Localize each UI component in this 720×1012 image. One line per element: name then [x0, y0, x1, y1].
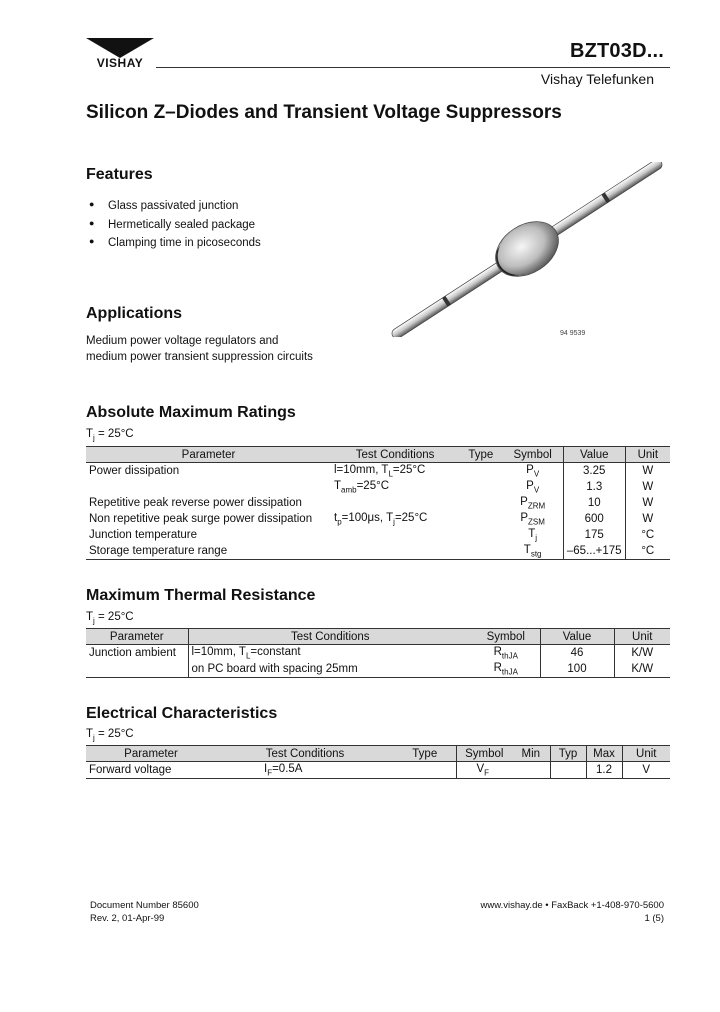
- revision: Rev. 2, 01-Apr-99: [90, 913, 165, 924]
- typ-cell: [550, 762, 586, 779]
- parameter-cell: Forward voltage: [86, 762, 216, 779]
- abs-max-heading: Absolute Maximum Ratings: [86, 404, 296, 421]
- type-cell: [459, 479, 502, 495]
- symbol-cell: $P_V$: [526, 463, 540, 479]
- table-row: [86, 543, 670, 560]
- column-header: Parameter: [86, 447, 331, 463]
- vishay-logo: [86, 38, 154, 72]
- unit-cell: W: [625, 511, 670, 527]
- value-cell: 3.25: [563, 463, 625, 480]
- column-header: Symbol: [472, 629, 540, 645]
- conditions-cell: $T_{amb}=25^\circ C$: [334, 479, 390, 495]
- conditions-cell: l=10mm, $T_L=constant$: [188, 645, 472, 662]
- page-number: 1 (5): [644, 913, 664, 924]
- conditions-cell: [331, 527, 459, 543]
- parameter-cell: Repetitive peak reverse power dissipation: [89, 497, 302, 509]
- unit-cell: °C: [625, 527, 670, 543]
- table-header-row: [86, 447, 670, 463]
- type-cell: [394, 762, 456, 779]
- unit-cell: W: [625, 495, 670, 511]
- electrical-condition: $T_j = 25^\circ C$: [86, 728, 134, 743]
- footer-right: [481, 899, 664, 925]
- page-title: Silicon Z–Diodes and Transient Voltage Suppressors: [86, 102, 562, 123]
- max-cell: 1.2: [586, 762, 622, 779]
- parameter-cell: [86, 661, 188, 678]
- footer-web: www.vishay.de • FaxBack +1-408-970-5600: [480, 900, 664, 911]
- symbol-cell: $R_{thJA}$: [472, 661, 540, 678]
- symbol-cell: $T_{stg}$: [502, 543, 563, 560]
- unit-cell: W: [625, 463, 670, 480]
- conditions-cell: [331, 543, 459, 560]
- value-cell: 600: [563, 511, 625, 527]
- unit-cell: W: [625, 479, 670, 495]
- conditions-cell: on PC board with spacing 25mm: [188, 661, 472, 678]
- column-header: Symbol: [502, 447, 563, 463]
- footer-left: [90, 899, 199, 925]
- table-row: [86, 645, 670, 662]
- column-header: Value: [563, 447, 625, 463]
- table-row: [86, 661, 670, 678]
- thermal-table: [86, 628, 670, 678]
- applications-line: medium power transient suppression circuits: [86, 351, 313, 363]
- parameter-cell: Storage temperature range: [86, 543, 331, 560]
- symbol-cell: $P_{ZSM}$: [520, 511, 545, 527]
- symbol-cell: $V_F$: [456, 762, 512, 779]
- column-header: Parameter: [86, 629, 188, 645]
- table-row: [86, 511, 670, 527]
- column-header: Parameter: [86, 746, 216, 762]
- table-row: [86, 495, 670, 511]
- column-header: Value: [540, 629, 614, 645]
- electrical-table: [86, 745, 670, 779]
- table-row: [86, 527, 670, 543]
- part-number: BZT03D...: [569, 40, 664, 62]
- parameter-cell: Junction ambient: [89, 647, 176, 659]
- unit-cell: K/W: [614, 645, 670, 662]
- abs-max-condition: $T_j = 25^\circ C$: [86, 428, 134, 443]
- document-number: Document Number 85600: [90, 900, 199, 911]
- applications-text: [86, 333, 313, 365]
- column-header: Type: [459, 447, 502, 463]
- thermal-condition: $T_j = 25^\circ C$: [86, 611, 134, 626]
- logo-text: VISHAY: [96, 56, 144, 70]
- conditions-cell: l=10mm, $T_L=25^\circ C$: [334, 463, 426, 479]
- parameter-cell: Power dissipation: [89, 465, 180, 477]
- type-cell: [459, 463, 502, 480]
- features-heading: Features: [86, 166, 153, 183]
- value-cell: 1.3: [563, 479, 625, 495]
- abs-max-table: [86, 446, 670, 560]
- conditions-cell: $t_p=100\mu s$, $T_j=25^\circ C$: [334, 511, 428, 527]
- column-header: Min: [512, 746, 550, 762]
- unit-cell: °C: [625, 543, 670, 560]
- type-cell: [459, 527, 502, 543]
- manufacturer: Vishay Telefunken: [540, 71, 654, 87]
- column-header: Unit: [614, 629, 670, 645]
- type-cell: [459, 543, 502, 560]
- applications-heading: Applications: [86, 305, 183, 322]
- type-cell: [459, 495, 502, 511]
- unit-cell: K/W: [614, 661, 670, 678]
- table-header-row: [86, 629, 670, 645]
- column-header: Unit: [622, 746, 670, 762]
- features-list: [86, 200, 261, 256]
- symbol-cell: $P_V$: [526, 479, 540, 495]
- column-header: Test Conditions: [216, 746, 394, 762]
- value-cell: 10: [563, 495, 625, 511]
- column-header: Test Conditions: [188, 629, 472, 645]
- header-rule: [156, 67, 670, 68]
- electrical-heading: Electrical Characteristics: [86, 705, 278, 722]
- column-header: Unit: [625, 447, 670, 463]
- feature-item: ● Hermetically sealed package: [86, 219, 261, 238]
- table-header-row: [86, 746, 670, 762]
- conditions-cell: $I_F=0.5A$: [216, 762, 394, 779]
- parameter-cell: Non repetitive peak surge power dissipation: [89, 513, 313, 525]
- table-row: [86, 479, 670, 495]
- parameter-cell: Junction temperature: [89, 529, 198, 541]
- column-header: Typ: [550, 746, 586, 762]
- type-cell: [459, 511, 502, 527]
- image-code: 94 9539: [560, 330, 586, 337]
- value-cell: 100: [540, 661, 614, 678]
- symbol-cell: $P_{ZRM}$: [520, 495, 546, 511]
- diode-image: [390, 162, 665, 337]
- table-row: [86, 463, 670, 480]
- value-cell: 46: [540, 645, 614, 662]
- symbol-cell: $T_j$: [528, 527, 538, 543]
- conditions-cell: [331, 495, 459, 511]
- thermal-heading: Maximum Thermal Resistance: [86, 587, 316, 604]
- applications-line: Medium power voltage regulators and: [86, 335, 279, 347]
- feature-item: ● Glass passivated junction: [86, 200, 261, 219]
- min-cell: [512, 762, 550, 779]
- unit-cell: V: [622, 762, 670, 779]
- symbol-cell: $R_{thJA}$: [493, 645, 518, 661]
- column-header: Test Conditions: [331, 447, 459, 463]
- value-cell: 175: [563, 527, 625, 543]
- feature-item: ● Clamping time in picoseconds: [86, 237, 261, 256]
- parameter-cell: [86, 479, 331, 495]
- table-row: [86, 762, 670, 779]
- value-cell: –65...+175: [563, 543, 625, 560]
- column-header: Symbol: [456, 746, 512, 762]
- column-header: Max: [586, 746, 622, 762]
- column-header: Type: [394, 746, 456, 762]
